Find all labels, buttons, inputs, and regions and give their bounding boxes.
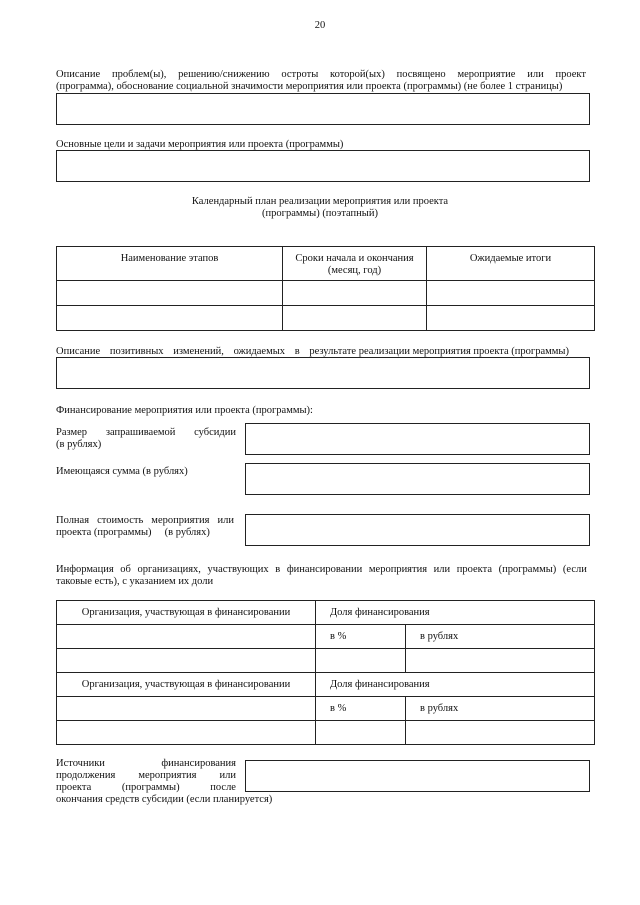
label-word: стоимость [97, 515, 144, 526]
label-word: мероприятие [457, 69, 516, 80]
label-word: финансирования [161, 758, 236, 769]
calendar-col-stages: Наименование этапов [57, 247, 283, 281]
page-number: 20 [314, 20, 326, 31]
label-word: или [217, 515, 234, 526]
orgs-subheader-row [57, 625, 595, 649]
label-word: об [120, 564, 131, 575]
label-word: остроты [281, 69, 319, 80]
label-word: участвующих [207, 564, 269, 575]
calendar-cell[interactable] [283, 306, 427, 331]
label-word: субсидии [194, 427, 236, 438]
calendar-table [56, 246, 595, 331]
orgs-cell[interactable] [406, 649, 595, 673]
label-word: (если [562, 564, 587, 575]
calendar-row [57, 281, 595, 306]
label-word: мероприятия [138, 770, 197, 781]
orgs-col-rubles: в рублях [406, 697, 595, 721]
orgs-col-org: Организация, участвующая в финансировании [57, 601, 316, 625]
sources-label-line3 [56, 782, 236, 794]
orgs-col-share: Доля финансирования [316, 673, 595, 697]
label-word: Источники [56, 758, 105, 769]
label-word: или [219, 770, 236, 781]
calendar-title-line1: Календарный план реализации мероприятия или проекта [191, 196, 449, 207]
calendar-cell[interactable] [57, 306, 283, 331]
calendar-title [0, 196, 640, 220]
orgs-col-percent: в % [316, 625, 406, 649]
orgs-cell[interactable] [57, 649, 316, 673]
label-word: продолжения [56, 770, 116, 781]
subsidy-label [56, 427, 236, 451]
calendar-header-row [57, 247, 595, 281]
orgs-info-label [56, 564, 587, 588]
subsidy-label-line1 [56, 427, 236, 439]
orgs-row [57, 649, 595, 673]
calendar-col-results: Ожидаемые итоги [427, 247, 595, 281]
orgs-cell[interactable] [57, 721, 316, 745]
total-cost-label-line2: проекта (программы) (в рублях) [56, 527, 210, 538]
calendar-col-dates-line2: (месяц, год) [327, 265, 382, 276]
positive-changes-input-box[interactable] [56, 357, 590, 389]
label-word: или [527, 69, 544, 80]
label-word: Размер [56, 427, 88, 438]
label-word: мероприятия [368, 564, 428, 575]
orgs-header-row [57, 673, 595, 697]
label-word: Описание [56, 69, 101, 80]
goals-label: Основные цели и задачи мероприятия или проекта (программы) [56, 139, 344, 150]
label-word: или [433, 564, 451, 575]
label-word: запрашиваемой [105, 427, 176, 438]
orgs-col-percent: в % [316, 697, 406, 721]
label-word: Информация [56, 564, 114, 575]
total-cost-label-line1 [56, 515, 234, 527]
orgs-subheader-row [57, 697, 595, 721]
label-word: организациях, [137, 564, 201, 575]
sources-label-line2 [56, 770, 236, 782]
sources-label [56, 758, 273, 806]
orgs-cell[interactable] [57, 697, 316, 721]
label-word: позитивных [109, 346, 164, 357]
subsidy-amount-input[interactable] [245, 423, 590, 455]
goals-input-box[interactable] [56, 150, 590, 182]
sources-input[interactable] [245, 760, 590, 792]
orgs-col-share: Доля финансирования [316, 601, 595, 625]
label-word: (программы) [498, 564, 557, 575]
orgs-cell[interactable] [406, 721, 595, 745]
calendar-cell[interactable] [57, 281, 283, 306]
orgs-info-line1 [56, 564, 587, 576]
label-word: (программы) [121, 782, 180, 793]
problems-input-box[interactable] [56, 93, 590, 125]
label-word: ожидаемых [233, 346, 286, 357]
problems-label-line2: (программа), обоснование социальной значимости мероприятия или проекта (программы) (не более 1 страницы) [56, 81, 563, 92]
orgs-col-rubles: в рублях [406, 625, 595, 649]
label-word: в [275, 564, 281, 575]
calendar-title-line2: (программы) (поэтапный) [262, 208, 378, 219]
problems-label [56, 69, 586, 93]
label-word: финансировании [286, 564, 363, 575]
label-word: решению/снижению [178, 69, 270, 80]
available-sum-label: Имеющаяся сумма (в рублях) [56, 466, 188, 477]
orgs-col-org: Организация, участвующая в финансировании [57, 673, 316, 697]
orgs-cell[interactable] [316, 649, 406, 673]
orgs-info-line2: таковые есть), с указанием их доли [56, 576, 214, 587]
label-word: которой(ых) [330, 69, 385, 80]
label-word: мероприятия [151, 515, 210, 526]
label-word: Полная [56, 515, 90, 526]
calendar-col-dates [283, 247, 427, 281]
orgs-cell[interactable] [57, 625, 316, 649]
sources-label-line4: окончания средств субсидии (если планируется) [56, 794, 273, 805]
label-word: изменений, [173, 346, 224, 357]
calendar-col-dates-line1: Сроки начала и окончания [295, 253, 414, 264]
label-word: Описание [56, 346, 101, 357]
calendar-cell[interactable] [283, 281, 427, 306]
orgs-table [56, 600, 595, 745]
label-word: после [210, 782, 236, 793]
calendar-cell[interactable] [427, 281, 595, 306]
label-word: проблем(ы), [111, 69, 167, 80]
subsidy-label-line2: (в рублях) [56, 439, 102, 450]
total-cost-input[interactable] [245, 514, 590, 546]
calendar-row [57, 306, 595, 331]
label-word: проект [555, 69, 586, 80]
label-word: в [294, 346, 300, 357]
sources-label-line1 [56, 758, 236, 770]
label-word: посвящено [396, 69, 446, 80]
label-word: проекта [456, 564, 493, 575]
orgs-cell[interactable] [316, 721, 406, 745]
label-word: результате реализации мероприятия проекта (программы) [309, 346, 569, 357]
orgs-header-row [57, 601, 595, 625]
calendar-cell[interactable] [427, 306, 595, 331]
orgs-row [57, 721, 595, 745]
label-word: проекта [56, 782, 92, 793]
financing-heading: Финансирование мероприятия или проекта (программы): [56, 405, 313, 416]
available-sum-input[interactable] [245, 463, 590, 495]
total-cost-label [56, 515, 234, 539]
problems-label-line1 [56, 69, 586, 81]
